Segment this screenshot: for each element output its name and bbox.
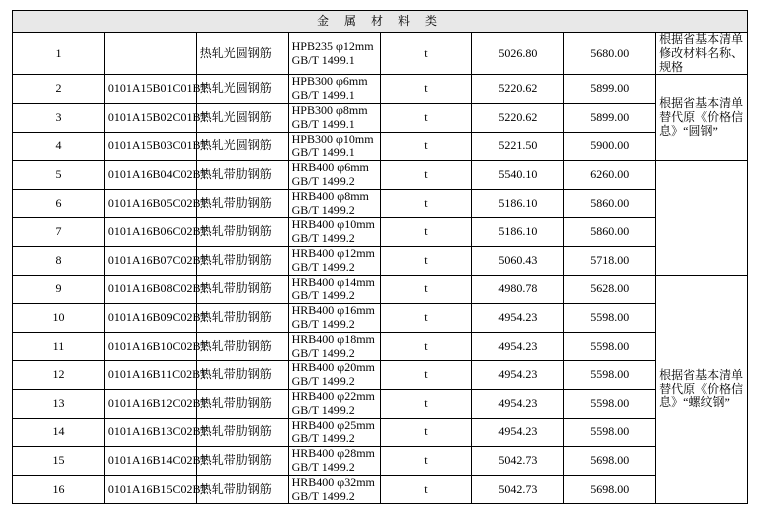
table-row[interactable] bbox=[13, 475, 748, 504]
material-spec: HRB400 φ16mm GB/T 1499.2 bbox=[288, 304, 380, 333]
material-price-2: 5698.00 bbox=[564, 475, 656, 504]
material-unit: t bbox=[380, 475, 472, 504]
material-unit: t bbox=[380, 33, 472, 75]
material-price-2: 5860.00 bbox=[564, 189, 656, 218]
material-name: 热轧带肋钢筋 bbox=[196, 275, 288, 304]
material-name: 热轧带肋钢筋 bbox=[196, 218, 288, 247]
material-price-2: 6260.00 bbox=[564, 161, 656, 190]
material-price-1: 5186.10 bbox=[472, 189, 564, 218]
row-index: 5 bbox=[13, 161, 105, 190]
material-unit: t bbox=[380, 332, 472, 361]
material-code: 0101A16B07C02BT bbox=[104, 246, 196, 275]
table-row[interactable] bbox=[13, 246, 748, 275]
material-unit: t bbox=[380, 218, 472, 247]
material-spec: HRB400 φ25mm GB/T 1499.2 bbox=[288, 418, 380, 447]
material-unit: t bbox=[380, 418, 472, 447]
table-body bbox=[13, 11, 748, 504]
material-name: 热轧光圆钢筋 bbox=[196, 75, 288, 104]
page-title: 金 属 材 料 类 bbox=[13, 11, 748, 33]
material-price-2: 5860.00 bbox=[564, 218, 656, 247]
table-row[interactable] bbox=[13, 389, 748, 418]
material-code: 0101A16B13C02BT bbox=[104, 418, 196, 447]
row-index: 4 bbox=[13, 132, 105, 161]
row-index: 12 bbox=[13, 361, 105, 390]
material-spec: HPB300 φ10mm GB/T 1499.1 bbox=[288, 132, 380, 161]
material-price-1: 4954.23 bbox=[472, 304, 564, 333]
material-code: 0101A15B02C01BT bbox=[104, 103, 196, 132]
material-unit: t bbox=[380, 189, 472, 218]
material-name: 热轧带肋钢筋 bbox=[196, 447, 288, 476]
material-price-2: 5598.00 bbox=[564, 361, 656, 390]
table-row[interactable] bbox=[13, 275, 748, 304]
material-price-1: 5026.80 bbox=[472, 33, 564, 75]
material-price-2: 5899.00 bbox=[564, 103, 656, 132]
row-index: 7 bbox=[13, 218, 105, 247]
material-spec: HRB400 φ10mm GB/T 1499.2 bbox=[288, 218, 380, 247]
material-spec: HPB300 φ8mm GB/T 1499.1 bbox=[288, 103, 380, 132]
material-price-1: 5220.62 bbox=[472, 75, 564, 104]
row-index: 10 bbox=[13, 304, 105, 333]
material-price-1: 4954.23 bbox=[472, 361, 564, 390]
material-spec: HRB400 φ18mm GB/T 1499.2 bbox=[288, 332, 380, 361]
remark-cell bbox=[656, 161, 748, 275]
row-index: 1 bbox=[13, 33, 105, 75]
material-price-2: 5718.00 bbox=[564, 246, 656, 275]
row-index: 2 bbox=[13, 75, 105, 104]
material-unit: t bbox=[380, 389, 472, 418]
material-code: 0101A15B03C01BT bbox=[104, 132, 196, 161]
material-spec: HRB400 φ8mm GB/T 1499.2 bbox=[288, 189, 380, 218]
material-price-1: 4954.23 bbox=[472, 418, 564, 447]
material-price-1: 5186.10 bbox=[472, 218, 564, 247]
table-row[interactable] bbox=[13, 447, 748, 476]
material-unit: t bbox=[380, 103, 472, 132]
material-code: 0101A16B06C02BT bbox=[104, 218, 196, 247]
material-unit: t bbox=[380, 304, 472, 333]
material-code: 0101A15B01C01BT bbox=[104, 75, 196, 104]
material-price-2: 5900.00 bbox=[564, 132, 656, 161]
material-code: 0101A16B11C02BT bbox=[104, 361, 196, 390]
material-spec: HRB400 φ6mm GB/T 1499.2 bbox=[288, 161, 380, 190]
material-price-1: 5042.73 bbox=[472, 447, 564, 476]
row-index: 8 bbox=[13, 246, 105, 275]
material-code bbox=[104, 33, 196, 75]
material-unit: t bbox=[380, 361, 472, 390]
table-row[interactable] bbox=[13, 103, 748, 132]
material-price-2: 5698.00 bbox=[564, 447, 656, 476]
material-unit: t bbox=[380, 132, 472, 161]
material-code: 0101A16B09C02BT bbox=[104, 304, 196, 333]
material-price-2: 5598.00 bbox=[564, 418, 656, 447]
material-name: 热轧带肋钢筋 bbox=[196, 418, 288, 447]
table-title-row bbox=[13, 11, 748, 33]
row-index: 3 bbox=[13, 103, 105, 132]
remark-cell: 根据省基本清单替代原《价格信息》“螺纹钢” bbox=[656, 275, 748, 504]
material-code: 0101A16B04C02BT bbox=[104, 161, 196, 190]
metal-material-price-table bbox=[12, 10, 748, 504]
material-price-1: 5221.50 bbox=[472, 132, 564, 161]
remark-cell: 根据省基本清单替代原《价格信息》“圆钢” bbox=[656, 75, 748, 161]
material-spec: HRB400 φ12mm GB/T 1499.2 bbox=[288, 246, 380, 275]
table-row[interactable] bbox=[13, 161, 748, 190]
material-price-1: 5042.73 bbox=[472, 475, 564, 504]
material-price-2: 5680.00 bbox=[564, 33, 656, 75]
material-unit: t bbox=[380, 246, 472, 275]
material-spec: HPB235 φ12mm GB/T 1499.1 bbox=[288, 33, 380, 75]
material-name: 热轧光圆钢筋 bbox=[196, 33, 288, 75]
material-unit: t bbox=[380, 447, 472, 476]
table-row[interactable] bbox=[13, 304, 748, 333]
material-price-1: 5220.62 bbox=[472, 103, 564, 132]
table-row[interactable] bbox=[13, 332, 748, 361]
material-price-1: 4954.23 bbox=[472, 332, 564, 361]
table-row[interactable] bbox=[13, 132, 748, 161]
material-name: 热轧光圆钢筋 bbox=[196, 132, 288, 161]
material-unit: t bbox=[380, 275, 472, 304]
material-code: 0101A16B10C02BT bbox=[104, 332, 196, 361]
row-index: 13 bbox=[13, 389, 105, 418]
material-name: 热轧带肋钢筋 bbox=[196, 332, 288, 361]
table-row[interactable] bbox=[13, 418, 748, 447]
material-price-2: 5598.00 bbox=[564, 389, 656, 418]
material-code: 0101A16B08C02BT bbox=[104, 275, 196, 304]
remark-cell: 根据省基本清单修改材料名称、规格 bbox=[656, 33, 748, 75]
material-price-1: 5540.10 bbox=[472, 161, 564, 190]
table-row[interactable] bbox=[13, 189, 748, 218]
material-name: 热轧带肋钢筋 bbox=[196, 361, 288, 390]
material-price-1: 4954.23 bbox=[472, 389, 564, 418]
material-name: 热轧带肋钢筋 bbox=[196, 475, 288, 504]
material-name: 热轧带肋钢筋 bbox=[196, 246, 288, 275]
row-index: 16 bbox=[13, 475, 105, 504]
material-unit: t bbox=[380, 161, 472, 190]
material-name: 热轧带肋钢筋 bbox=[196, 189, 288, 218]
material-price-2: 5598.00 bbox=[564, 332, 656, 361]
row-index: 15 bbox=[13, 447, 105, 476]
material-name: 热轧带肋钢筋 bbox=[196, 389, 288, 418]
table-row[interactable] bbox=[13, 33, 748, 75]
table-row[interactable] bbox=[13, 361, 748, 390]
material-code: 0101A16B15C02BT bbox=[104, 475, 196, 504]
material-name: 热轧带肋钢筋 bbox=[196, 304, 288, 333]
material-price-2: 5899.00 bbox=[564, 75, 656, 104]
material-price-1: 5060.43 bbox=[472, 246, 564, 275]
table-row[interactable] bbox=[13, 75, 748, 104]
material-unit: t bbox=[380, 75, 472, 104]
material-price-1: 4980.78 bbox=[472, 275, 564, 304]
row-index: 9 bbox=[13, 275, 105, 304]
material-price-2: 5628.00 bbox=[564, 275, 656, 304]
row-index: 11 bbox=[13, 332, 105, 361]
material-spec: HRB400 φ20mm GB/T 1499.2 bbox=[288, 361, 380, 390]
material-spec: HRB400 φ14mm GB/T 1499.2 bbox=[288, 275, 380, 304]
row-index: 14 bbox=[13, 418, 105, 447]
material-spec: HRB400 φ22mm GB/T 1499.2 bbox=[288, 389, 380, 418]
material-spec: HRB400 φ28mm GB/T 1499.2 bbox=[288, 447, 380, 476]
material-code: 0101A16B12C02BT bbox=[104, 389, 196, 418]
material-name: 热轧光圆钢筋 bbox=[196, 103, 288, 132]
material-code: 0101A16B05C02BT bbox=[104, 189, 196, 218]
material-code: 0101A16B14C02BT bbox=[104, 447, 196, 476]
material-spec: HPB300 φ6mm GB/T 1499.1 bbox=[288, 75, 380, 104]
table-row[interactable] bbox=[13, 218, 748, 247]
row-index: 6 bbox=[13, 189, 105, 218]
material-price-2: 5598.00 bbox=[564, 304, 656, 333]
material-spec: HRB400 φ32mm GB/T 1499.2 bbox=[288, 475, 380, 504]
material-name: 热轧带肋钢筋 bbox=[196, 161, 288, 190]
